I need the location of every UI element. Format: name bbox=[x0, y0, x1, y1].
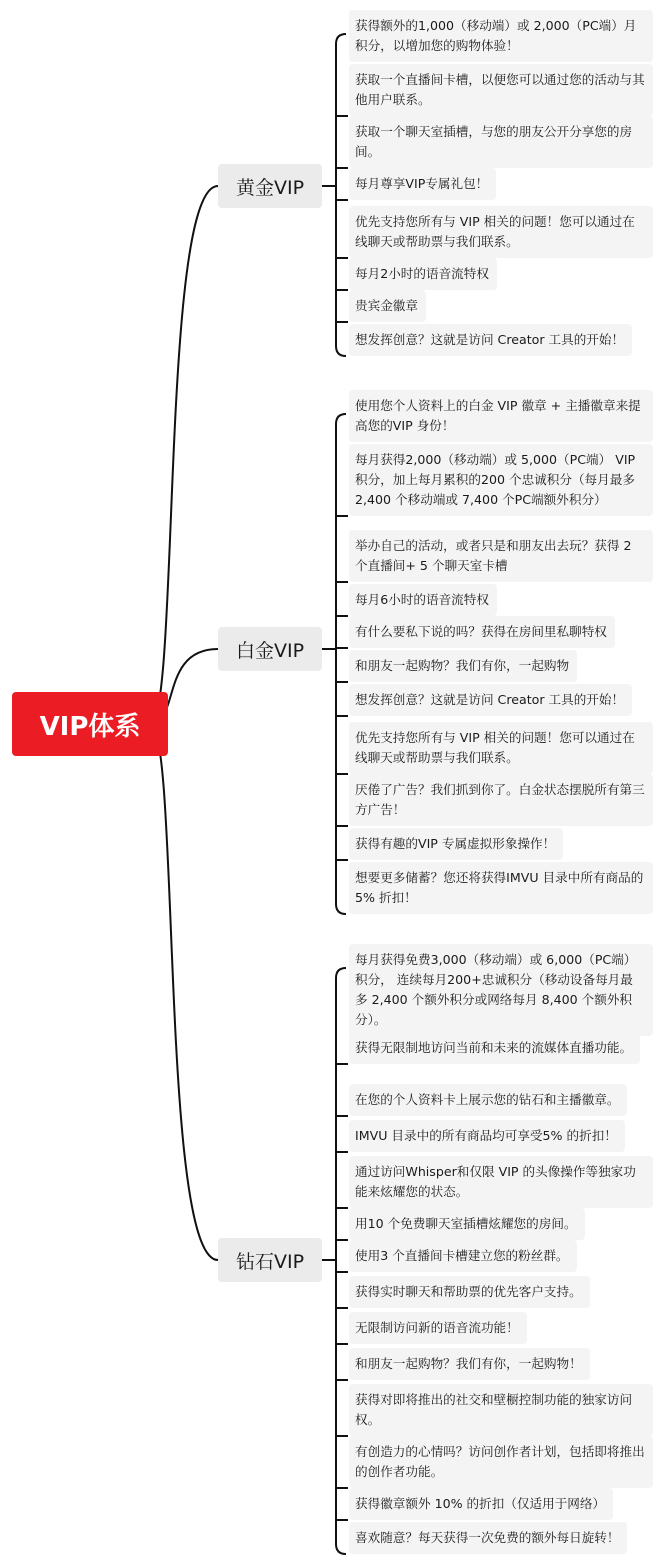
leaf-node[interactable]: 贵宾金徽章 bbox=[349, 290, 426, 322]
leaf-node[interactable]: 使用3 个直播间卡槽建立您的粉丝群。 bbox=[349, 1240, 577, 1272]
leaf-node[interactable]: 获得有趣的VIP 专属虚拟形象操作！ bbox=[349, 828, 563, 860]
leaf-node[interactable]: 使用您个人资料上的白金 VIP 徽章 + 主播徽章来提高您的VIP 身份！ bbox=[349, 390, 653, 442]
leaf-node[interactable]: IMVU 目录中的所有商品均可享受5% 的折扣！ bbox=[349, 1120, 625, 1152]
leaf-node[interactable]: 获得额外的1,000（移动端）或 2,000（PC端）月积分，以增加您的购物体验！ bbox=[349, 10, 653, 62]
leaf-node[interactable]: 想发挥创意？这就是访问 Creator 工具的开始！ bbox=[349, 684, 632, 716]
leaf-node[interactable]: 每月2小时的语音流特权 bbox=[349, 258, 497, 290]
leaf-node[interactable]: 获得无限制地访问当前和未来的流媒体直播功能。 bbox=[349, 1032, 640, 1064]
leaf-node[interactable]: 举办自己的活动，或者只是和朋友出去玩？获得 2 个直播间+ 5 个聊天室卡槽 bbox=[349, 530, 653, 582]
leaf-node[interactable]: 厌倦了广告？我们抓到你了。白金状态摆脱所有第三方广告！ bbox=[349, 774, 653, 826]
leaf-node[interactable]: 通过访问Whisper和仅限 VIP 的头像操作等独家功能来炫耀您的状态。 bbox=[349, 1156, 653, 1208]
root-node[interactable]: VIP体系 bbox=[12, 692, 168, 756]
leaf-node[interactable]: 优先支持您所有与 VIP 相关的问题！您可以通过在线聊天或帮助票与我们联系。 bbox=[349, 722, 653, 774]
leaf-node[interactable]: 获得徽章额外 10% 的折扣（仅适用于网络） bbox=[349, 1488, 613, 1520]
leaf-node[interactable]: 有什么要私下说的吗？获得在房间里私聊特权 bbox=[349, 616, 615, 648]
leaf-node[interactable]: 获得对即将推出的社交和壁橱控制功能的独家访问权。 bbox=[349, 1384, 653, 1436]
branch-node-3[interactable]: 钻石VIP bbox=[218, 1238, 322, 1282]
leaf-node[interactable]: 获取一个直播间卡槽，以便您可以通过您的活动与其他用户联系。 bbox=[349, 64, 653, 116]
leaf-node[interactable]: 获取一个聊天室插槽，与您的朋友公开分享您的房间。 bbox=[349, 116, 653, 168]
leaf-node[interactable]: 每月尊享VIP专属礼包！ bbox=[349, 168, 496, 200]
leaf-node[interactable]: 获得实时聊天和帮助票的优先客户支持。 bbox=[349, 1276, 590, 1308]
leaf-node[interactable]: 优先支持您所有与 VIP 相关的问题！您可以通过在线聊天或帮助票与我们联系。 bbox=[349, 206, 653, 258]
leaf-node[interactable]: 和朋友一起购物？我们有你，一起购物 bbox=[349, 650, 577, 682]
leaf-node[interactable]: 有创造力的心情吗？访问创作者计划，包括即将推出的创作者功能。 bbox=[349, 1436, 653, 1488]
leaf-node[interactable]: 和朋友一起购物？我们有你，一起购物！ bbox=[349, 1348, 590, 1380]
leaf-node[interactable]: 每月6小时的语音流特权 bbox=[349, 584, 497, 616]
leaf-node[interactable]: 每月获得免费3,000（移动端）或 6,000（PC端）积分， 连续每月200+忠诚积分（移动设备每月最多 2,400 个额外积分或网络每月 8,400 个额外积分）。 bbox=[349, 944, 653, 1036]
leaf-node[interactable]: 无限制访问新的语音流功能！ bbox=[349, 1312, 527, 1344]
leaf-node[interactable]: 每月获得2,000（移动端）或 5,000（PC端） VIP 积分，加上每月累积的200 个忠诚积分（每月最多 2,400 个移动端或 7,400 个PC端额外积分） bbox=[349, 444, 653, 516]
leaf-node[interactable]: 用10 个免费聊天室插槽炫耀您的房间。 bbox=[349, 1208, 585, 1240]
leaf-node[interactable]: 在您的个人资料卡上展示您的钻石和主播徽章。 bbox=[349, 1084, 627, 1116]
leaf-node[interactable]: 喜欢随意？每天获得一次免费的额外每日旋转！ bbox=[349, 1522, 627, 1554]
branch-node-2[interactable]: 白金VIP bbox=[218, 627, 322, 671]
branch-node-1[interactable]: 黄金VIP bbox=[218, 164, 322, 208]
leaf-node[interactable]: 想发挥创意？这就是访问 Creator 工具的开始！ bbox=[349, 324, 632, 356]
leaf-node[interactable]: 想要更多储蓄？您还将获得IMVU 目录中所有商品的 5% 折扣！ bbox=[349, 862, 653, 914]
